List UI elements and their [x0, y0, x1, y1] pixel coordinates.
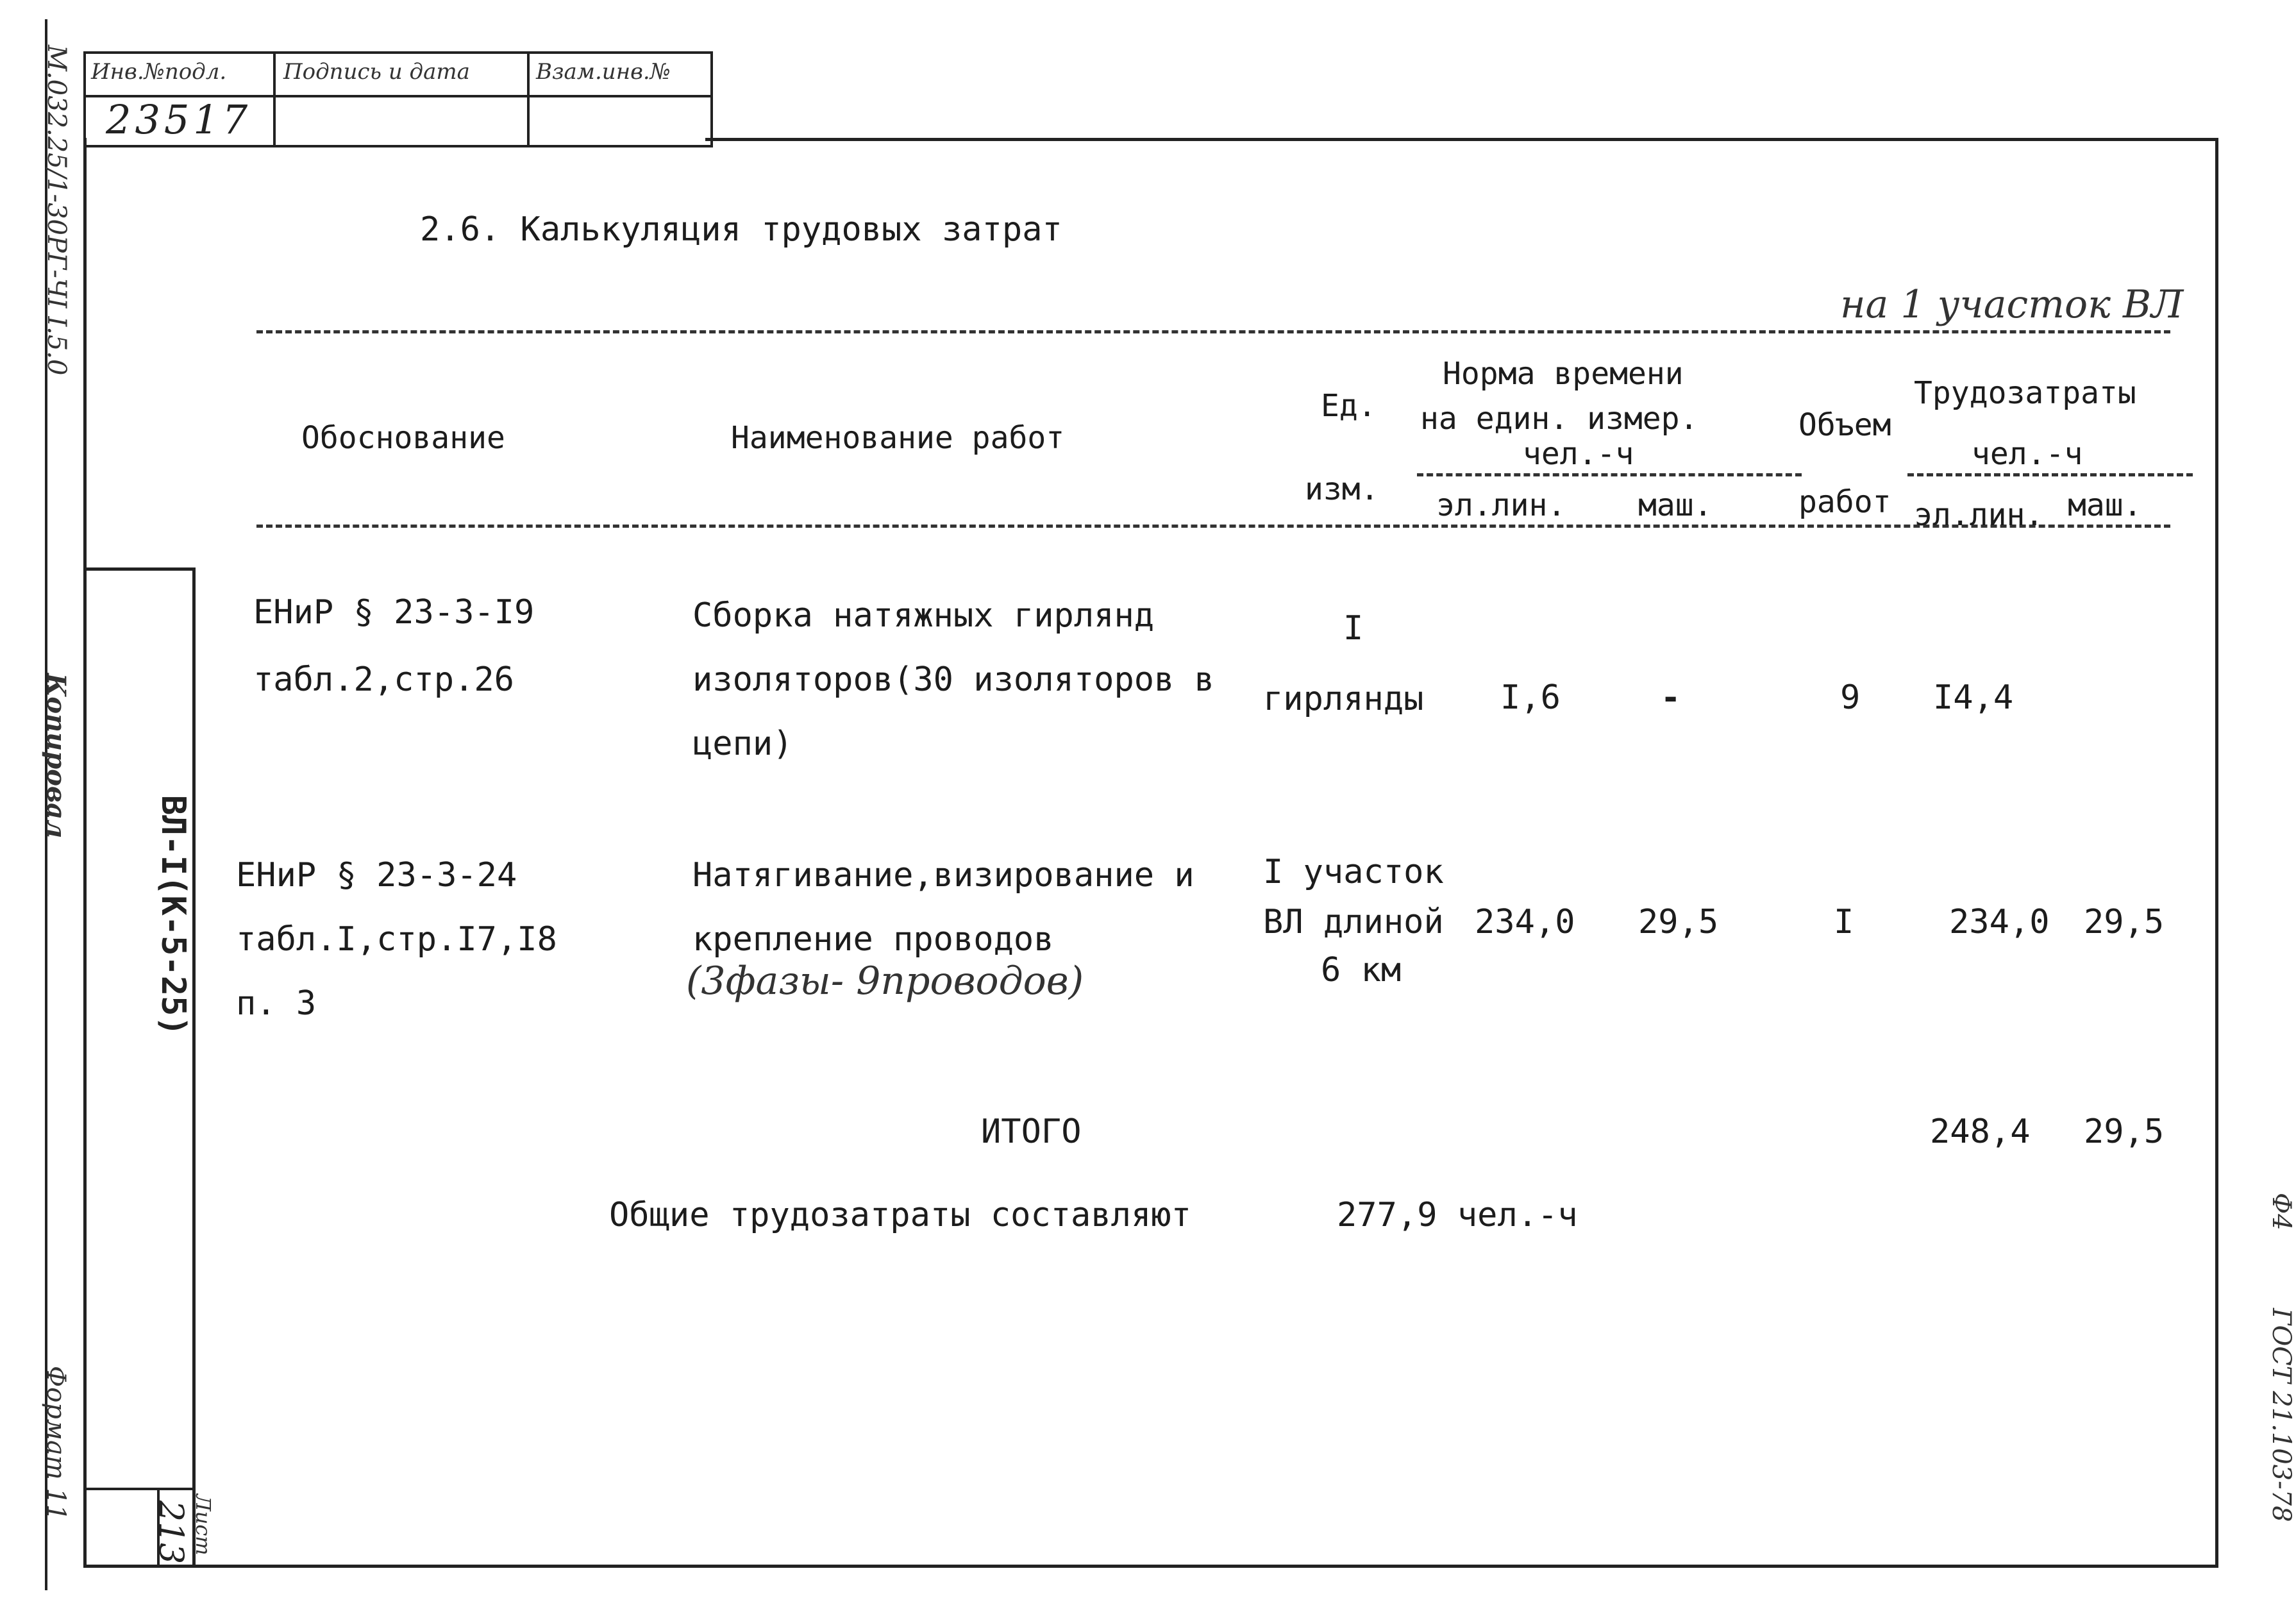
row2-basis-1: ЕНиР § 23-3-24 [236, 856, 517, 895]
row1-work-2: изоляторов(30 изоляторов в [692, 660, 1214, 699]
row2-norm-el: 234,0 [1475, 903, 1575, 941]
labor-sub-rule [1907, 473, 2193, 476]
frame-bottom [83, 1565, 2218, 1568]
row2-work-hand: (3фазы- 9проводов) [686, 959, 1084, 1004]
row2-basis-2: табл.I,стр.I7,I8 [236, 920, 557, 959]
total-labor-el: 248,4 [1930, 1113, 2031, 1151]
row1-norm-el: I,6 [1500, 678, 1561, 717]
row1-basis-1: ЕНиР § 23-3-I9 [253, 593, 535, 632]
norm-sub-rule [1417, 473, 1802, 476]
row2-volume: I [1834, 903, 1854, 941]
header-norm-mash: маш. [1638, 487, 1713, 523]
margin-format: Формат 11 [41, 1366, 71, 1521]
right-margin-format: Ф4 [2267, 1193, 2296, 1231]
header-volume-1: Объем [1798, 407, 1891, 443]
margin-sheet-number: 213 [151, 1500, 190, 1565]
header-labor-el: эл.лин. [1914, 497, 2044, 533]
header-norm-el: эл.лин. [1436, 487, 1566, 523]
row2-labor-mash: 29,5 [2084, 903, 2165, 941]
header-volume-2: работ [1798, 484, 1891, 520]
handwritten-note: на 1 участок ВЛ [1840, 282, 2184, 327]
summary-value: 277,9 чел.-ч [1337, 1196, 1578, 1234]
header-unit-2: изм. [1305, 471, 1379, 507]
row2-unit-3: 6 км [1321, 951, 1402, 989]
total-label: ИТОГО [981, 1113, 1082, 1151]
row2-labor-el: 234,0 [1949, 903, 2050, 941]
row2-work-2: крепление проводов [692, 920, 1054, 959]
row2-unit-2: ВЛ длиной [1263, 903, 1444, 941]
total-labor-mash: 29,5 [2084, 1113, 2165, 1151]
frame-right [2215, 138, 2218, 1568]
header-basis: Обоснование [301, 420, 505, 456]
row2-basis-3: п. 3 [236, 984, 317, 1023]
row2-norm-mash: 29,5 [1638, 903, 1719, 941]
stamp-inv-number: 23517 [106, 96, 252, 143]
margin-block-top [83, 567, 196, 571]
row2-work-1: Натягивание,визирование и [692, 856, 1194, 895]
row1-work-3: цепи) [692, 725, 793, 763]
header-unit-1: Ед. [1321, 388, 1377, 424]
header-work-name: Наименование работ [731, 420, 1065, 456]
stamp-replace-label: Взам.инв.№ [536, 59, 671, 85]
row1-volume: 9 [1840, 678, 1861, 717]
row1-work-1: Сборка натяжных гирлянд [692, 596, 1155, 635]
row1-labor-el: I4,4 [1933, 678, 2014, 717]
row2-unit-1: I участок [1263, 853, 1444, 891]
frame-inner-left [83, 138, 87, 1568]
stamp-sign-label: Подпись и дата [283, 59, 470, 85]
row1-basis-2: табл.2,стр.26 [253, 660, 514, 699]
margin-copied: Копировал [41, 673, 71, 839]
row1-norm-mash: - [1661, 678, 1681, 717]
sheet-box-top [83, 1488, 196, 1490]
summary-label: Общие трудозатраты составляют [609, 1196, 1191, 1234]
margin-block-right [192, 567, 196, 1568]
margin-sheet-label: Лист [191, 1494, 215, 1556]
header-norm-2: на един. измер. [1420, 401, 1698, 437]
row1-unit-2: гирлянды [1263, 680, 1424, 718]
header-labor-1: Трудозатраты [1914, 375, 2136, 411]
stamp-inv-label: Инв.№подл. [91, 59, 227, 85]
frame-top [705, 138, 2218, 141]
table-top-rule [256, 330, 2170, 333]
margin-code: M.032.25/1-30РГ-ЧI I.5.0 [42, 45, 71, 376]
table-header-bottom-rule [256, 525, 2170, 528]
section-title: 2.6. Калькуляция трудовых затрат [420, 210, 1062, 249]
row1-unit-1: I [1343, 609, 1364, 648]
header-labor-mash: маш. [2068, 487, 2142, 523]
right-margin-gost: ГОСТ 21.103-78 [2267, 1308, 2296, 1522]
header-labor-2: чел.-ч [1972, 436, 2083, 472]
margin-doc-code: ВЛ-I(К-5-25) [154, 795, 192, 1036]
header-norm-1: Норма времени [1443, 356, 1684, 392]
header-norm-3: чел.-ч [1523, 436, 1634, 472]
